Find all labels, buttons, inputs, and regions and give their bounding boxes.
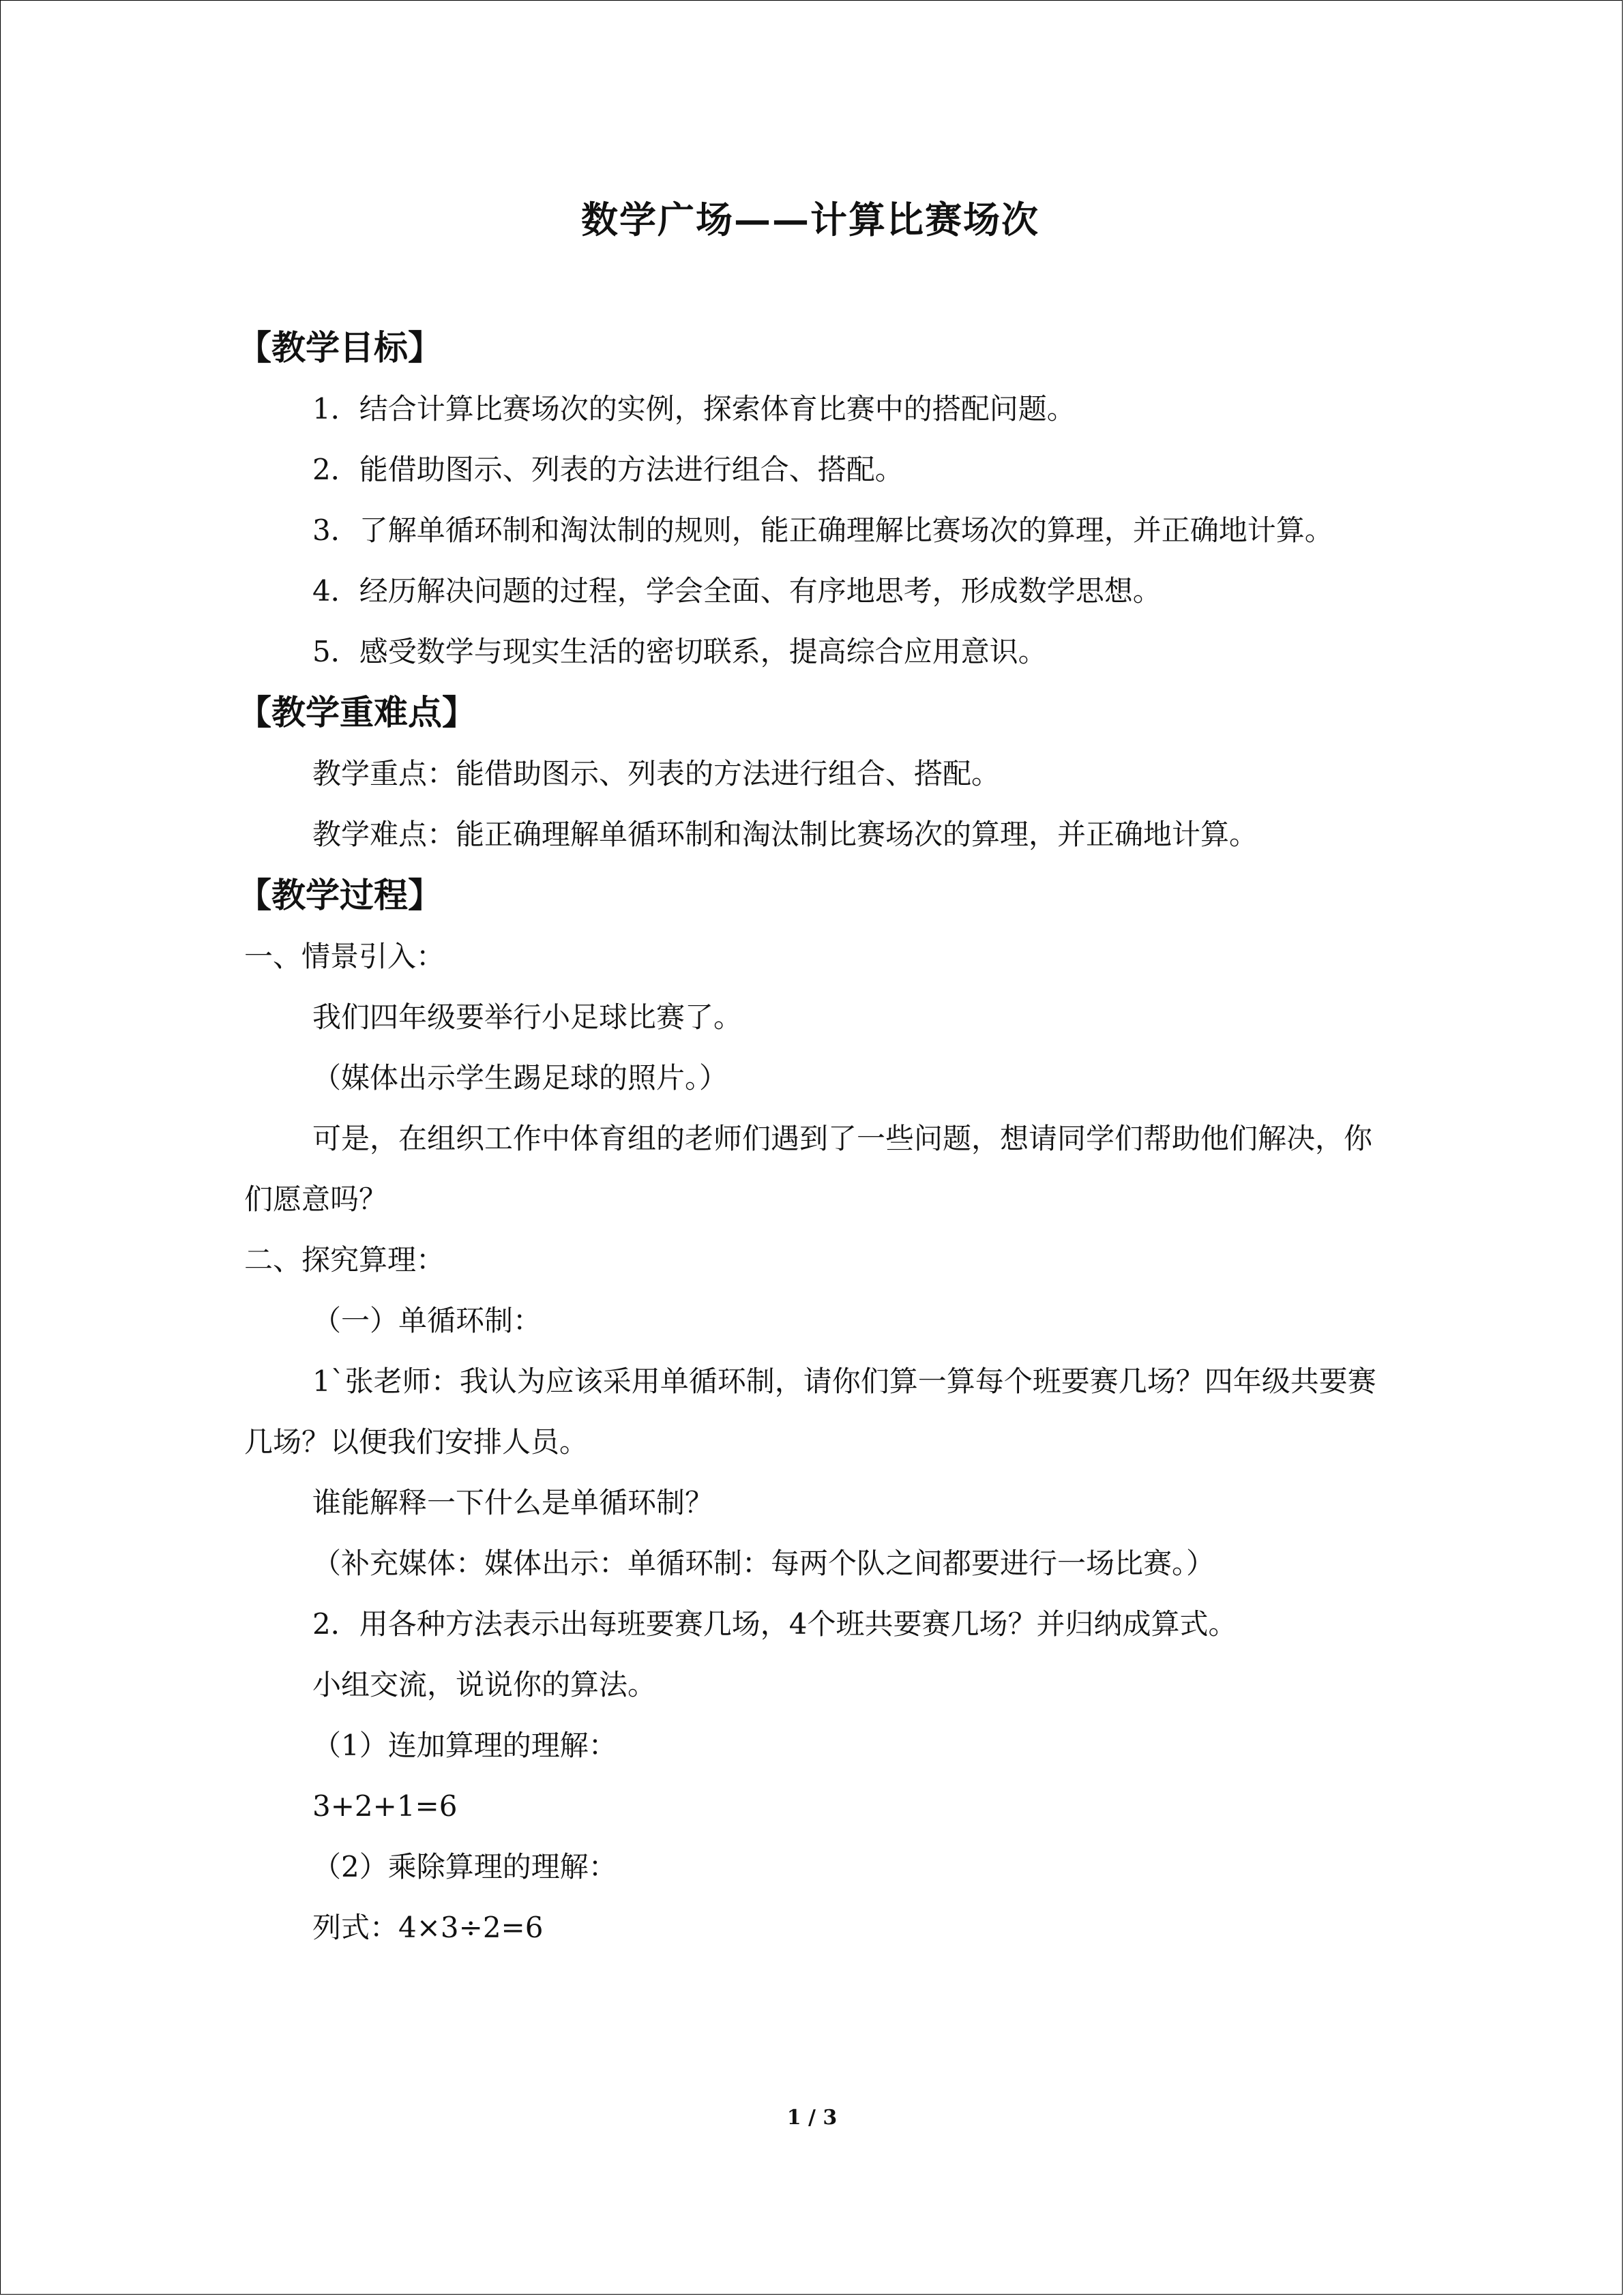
page-title: 数学广场——计算比赛场次 — [581, 198, 1039, 241]
process-step-heading-explore: 二、探究算理： — [244, 1242, 445, 1277]
process-paragraph: （媒体出示学生踢足球的照片。） — [312, 1060, 728, 1094]
objective-5: 5．感受数学与现实生活的密切联系，提高综合应用意识。 — [312, 634, 1047, 668]
process-paragraph: （补充媒体：媒体出示：单循环制：每两个队之间都要进行一场比赛。） — [312, 1546, 1215, 1580]
process-paragraph: 1`张老师：我认为应该采用单循环制，请你们算一算每个班要赛几场？四年级共要赛几场？以便我们安排人员。 — [244, 1364, 1376, 1459]
page-number: 1 / 3 — [786, 2106, 838, 2130]
process-paragraph: 可是，在组织工作中体育组的老师们遇到了一些问题，想请同学们帮助他们解决，你们愿意吗？ — [244, 1121, 1373, 1216]
process-paragraph: 谁能解释一下什么是单循环制？ — [312, 1485, 714, 1519]
process-step-heading-intro: 一、情景引入： — [244, 939, 445, 973]
process-paragraph: （一）单循环制： — [312, 1303, 542, 1337]
formula-addition: 3+2+1=6 — [312, 1789, 458, 1823]
process-paragraph: （1）连加算理的理解： — [312, 1728, 617, 1762]
objective-1: 1．结合计算比赛场次的实例，探索体育比赛中的搭配问题。 — [312, 391, 1076, 426]
objective-3: 3．了解单循环制和淘汰制的规则，能正确理解比赛场次的算理，并正确地计算。 — [312, 513, 1333, 547]
section-heading-key-points: 【教学重难点】 — [237, 691, 476, 732]
process-paragraph: 我们四年级要举行小足球比赛了。 — [312, 1000, 743, 1034]
process-paragraph: 2．用各种方法表示出每班要赛几场，4个班共要赛几场？并归纳成算式。 — [312, 1607, 1237, 1641]
formula-multiplication: 列式：4×3÷2=6 — [312, 1910, 544, 1944]
document-body — [237, 198, 1376, 1958]
objective-4: 4．经历解决问题的过程，学会全面、有序地思考，形成数学思想。 — [312, 573, 1162, 608]
key-point: 教学重点：能借助图示、列表的方法进行组合、搭配。 — [312, 756, 1001, 790]
process-paragraph: 小组交流，说说你的算法。 — [312, 1667, 657, 1701]
section-heading-objectives: 【教学目标】 — [237, 327, 442, 368]
section-heading-process: 【教学过程】 — [237, 874, 442, 915]
objective-2: 2．能借助图示、列表的方法进行组合、搭配。 — [312, 452, 904, 486]
process-paragraph: （2）乘除算理的理解： — [312, 1849, 617, 1883]
difficult-point: 教学难点：能正确理解单循环制和淘汰制比赛场次的算理，并正确地计算。 — [312, 817, 1258, 851]
